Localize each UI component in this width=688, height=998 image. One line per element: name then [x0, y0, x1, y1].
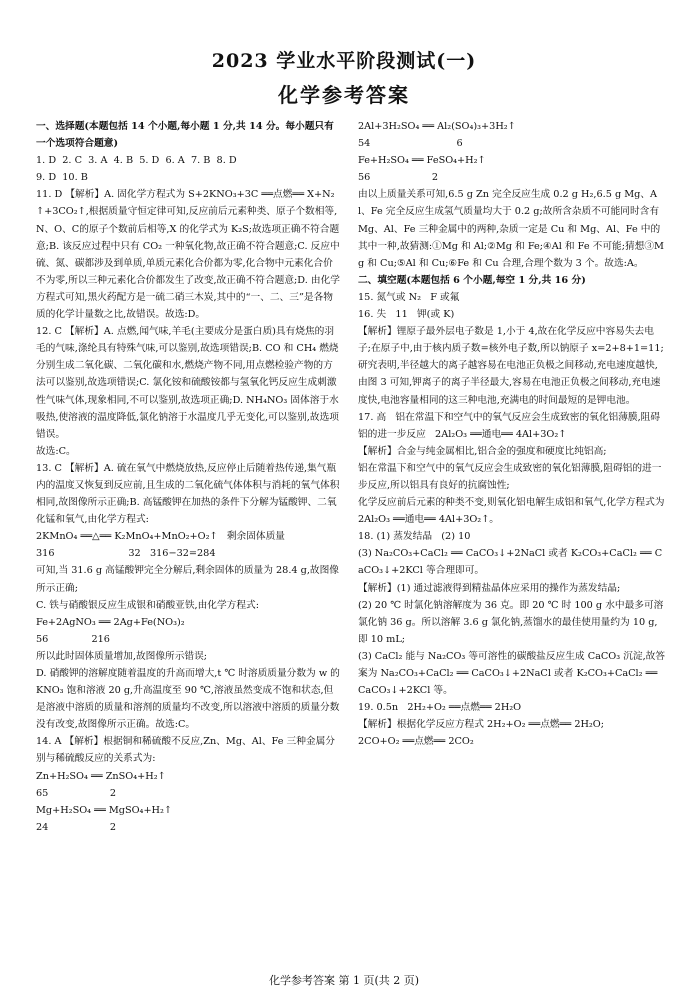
answer-paragraph: C. 铁与硝酸银反应生成银和硝酸亚铁,由化学方程式:	[36, 599, 260, 611]
answer-paragraph: 化学反应前后元素的种类不变,则氧化铝电解生成铝和氧气,化学方程式为 2Al₂O₃ ══通电══ 4Al+3O₂↑。	[358, 497, 668, 526]
answer-paragraph: Mg+H₂SO₄ ══ MgSO₄+H₂↑	[36, 804, 173, 816]
answer-paragraph: 13. C 【解析】A. 硫在氧气中燃烧放热,反应停止后随着热传递,集气瓶内的温度又恢复到反应前,且生成的二氧化硫气体体积与消耗的氧气体积相同,故图像所示正确;B. 高锰酸钾在加热的条件下分解为锰酸钾、二氧化锰和氧气,由化学方程式:	[36, 462, 340, 526]
answer-paragraph: 56 216	[36, 633, 110, 645]
answer-paragraph: (3) Na₂CO₃+CaCl₂ ══ CaCO₃↓+2NaCl 或者 K₂CO₃+CaCl₂ ══ CaCO₃↓+2KCl 等合理即可。	[358, 548, 663, 577]
answer-paragraph: Zn+H₂SO₄ ══ ZnSO₄+H₂↑	[36, 770, 166, 782]
section-heading: 二、填空题(本题包括 6 个小题,每空 1 分,共 16 分)	[358, 274, 586, 286]
answer-paragraph: 12. C 【解析】A. 点燃,闻气味,羊毛(主要成分是蛋白质)具有烧焦的羽毛的气味,涤纶具有特殊气味,可以鉴别,故选项错误;B. CO 和 CH₄ 燃烧分别生成二氧化碳、二氧化碳和水,燃烧产物不同,用点燃检验产物的方法可以鉴别,故选项错误;C. 氯化铵和硫酸铵都与氢氧化钙反应生成刺激性气味气体,现象相同,不可以鉴别,故选项正确;D. NH₄NO₃ 固体溶于水吸热,使溶液的温度降低,氯化钠溶于水温度几乎无变化,可以鉴别,故选项错误。	[36, 326, 339, 440]
answer-paragraph: 所以此时固体质量增加,故图像所示错误;	[36, 650, 208, 662]
answer-paragraph: 【解析】合金与纯金属相比,铝合金的强度和硬度比纯铝高;	[358, 445, 607, 457]
answer-paragraph: 18. (1) 蒸发结晶 (2) 10	[358, 531, 471, 543]
answer-paragraph: (2) 20 ℃ 时氯化钠溶解度为 36 克。即 20 ℃ 时 100 g 水中最多可溶氯化钠 36 g。所以溶解 3.6 g 氯化钠,蒸馏水的最佳使用量约为 10 g,即 10 mL;	[358, 599, 664, 645]
answer-paragraph: 17. 高 铝在常温下和空气中的氧气反应会生成致密的氧化铝薄膜,阻碍铝的进一步反应 2Al₂O₃ ══通电══ 4Al+3O₂↑	[358, 411, 661, 440]
answer-paragraph: 14. A 【解析】根据铜和稀硫酸不反应,Zn、Mg、Al、Fe 三种金属分别与稀硫酸反应的关系式为:	[36, 736, 335, 765]
page-subtitle: 化学参考答案	[278, 83, 410, 107]
answer-paragraph: Fe+2AgNO₃ ══ 2Ag+Fe(NO₃)₂	[36, 616, 185, 628]
right-column	[358, 118, 666, 750]
answer-paragraph: 【解析】(1) 通过滤液得到精盐晶体应采用的操作为蒸发结晶;	[358, 582, 621, 594]
page-footer: 化学参考答案 第 1 页(共 2 页)	[268, 974, 420, 987]
answer-paragraph: 【解析】锂原子最外层电子数是 1,小于 4,故在化学反应中容易失去电子;在原子中,由于核内质子数=核外电子数,所以钠原子 x=2+8+1=11;研究表明,半径越大的离子越容易在电池正负极之间移动,充电速度越快,由图 3 可知,钾离子的离子半径最大,容易在电池正负极之间移动,充电速度快,电池容量相同的这三种电池,充满电的时间最短的是钾电池。	[358, 326, 664, 406]
answer-paragraph: 19. 0.5n 2H₂+O₂ ══点燃══ 2H₂O	[358, 702, 522, 714]
answer-paragraph: Fe+H₂SO₄ ══ FeSO₄+H₂↑	[358, 155, 486, 167]
answer-paragraph: 铝在常温下和空气中的氧气反应会生成致密的氧化铝薄膜,阻碍铝的进一步反应,所以铝具有良好的抗腐蚀性;	[358, 462, 662, 491]
answer-paragraph: 【解析】根据化学反应方程式 2H₂+O₂ ══点燃══ 2H₂O;	[358, 719, 605, 731]
answer-paragraph: 2CO+O₂ ══点燃══ 2CO₂	[358, 736, 474, 748]
answer-paragraph: (3) CaCl₂ 能与 Na₂CO₃ 等可溶性的碳酸盐反应生成 CaCO₃ 沉淀,故答案为 Na₂CO₃+CaCl₂ ══ CaCO₃↓+2NaCl 或者 K₂CO₃+CaCl₂ ══ CaCO₃↓+2KCl 等。	[358, 650, 666, 697]
answer-paragraph: 可知,当 31.6 g 高锰酸钾完全分解后,剩余固体的质量为 28.4 g,故图像所示正确;	[36, 565, 339, 594]
answer-paragraph: 由以上质量关系可知,6.5 g Zn 完全反应生成 0.2 g H₂,6.5 g Mg、Al、Fe 完全反应生成氢气质量均大于 0.2 g;故所含杂质不可能同时含有 Mg、Al、Fe 三种金属中的两种,杂质一定是 Cu 和 Mg、Al、Fe 中的其中一种,故猜测:①Mg 和 Al;②Mg 和 Fe;④Al 和 Fe 不可能;猜想③Mg 和 Cu;⑤Al 和 Cu;⑥Fe 和 Cu 合理,合理个数为 3 个。故选:A。	[358, 189, 664, 269]
answer-paragraph: 2KMnO₄ ══△══ K₂MnO₄+MnO₂+O₂↑ 剩余固体质量	[36, 531, 285, 543]
answer-paragraph: 65 2	[36, 787, 117, 799]
answer-paragraph: 54 6	[358, 138, 463, 150]
left-column	[36, 118, 341, 836]
answer-paragraph: 24 2	[36, 821, 117, 833]
section-heading: 一、选择题(本题包括 14 个小题,每小题 1 分,共 14 分。每小题只有一个选项符合题意)	[36, 121, 334, 150]
answer-paragraph: 9. D 10. B	[36, 172, 88, 184]
answer-paragraph: 56 2	[358, 172, 439, 184]
page-header	[0, 0, 688, 108]
answer-paragraph: 故选:C。	[36, 445, 76, 457]
answer-paragraph: 15. 氮气或 N₂ F 或氟	[358, 291, 460, 303]
answer-paragraph: 11. D 【解析】A. 固化学方程式为 S+2KNO₃+3C ══点燃══ X+N₂↑+3CO₂↑,根据质量守恒定律可知,反应前后元素种类、原子个数相等,N、O、C的原子个数前后相等,X 的化学式为 K₂S;故选项正确不符合题意;B. 该反应过程中只有 CO₂ 一种氧化物,故正确不符合题意;C. 反应中硫、氮、碳都涉及到单质,单质元素化合价都为零,化合物中元素化合价不为零,所以三种元素化合价都发生了改变,故正确不符合题意;D. 由化学方程式可知,黑火药配方是一硫二硝三木炭,其中的“一、二、三”是各物质的化学计量数之比,故错误。故选:D。	[36, 189, 340, 321]
answer-paragraph: 16. 失 11 钾(或 K)	[358, 309, 455, 321]
answer-paragraph: 316 32 316−32=284	[36, 548, 216, 560]
answer-paragraph: 1. D 2. C 3. A 4. B 5. D 6. A 7. B 8. D	[36, 155, 237, 167]
answer-paragraph: 2Al+3H₂SO₄ ══ Al₂(SO₄)₃+3H₂↑	[358, 121, 516, 132]
page-title: 2023 学业水平阶段测试(一)	[211, 50, 477, 72]
answer-paragraph: D. 硝酸钾的溶解度随着温度的升高而增大,t ℃ 时溶质质量分数为 w 的 KNO₃ 饱和溶液 20 g,升高温度至 90 ℃,溶液虽然变成不饱和状态,但是溶液中溶质的质量和溶剂的质量均不改变,所以溶液中溶质的质量分数没有改变,故图像所示正确。故选:C。	[36, 668, 343, 731]
